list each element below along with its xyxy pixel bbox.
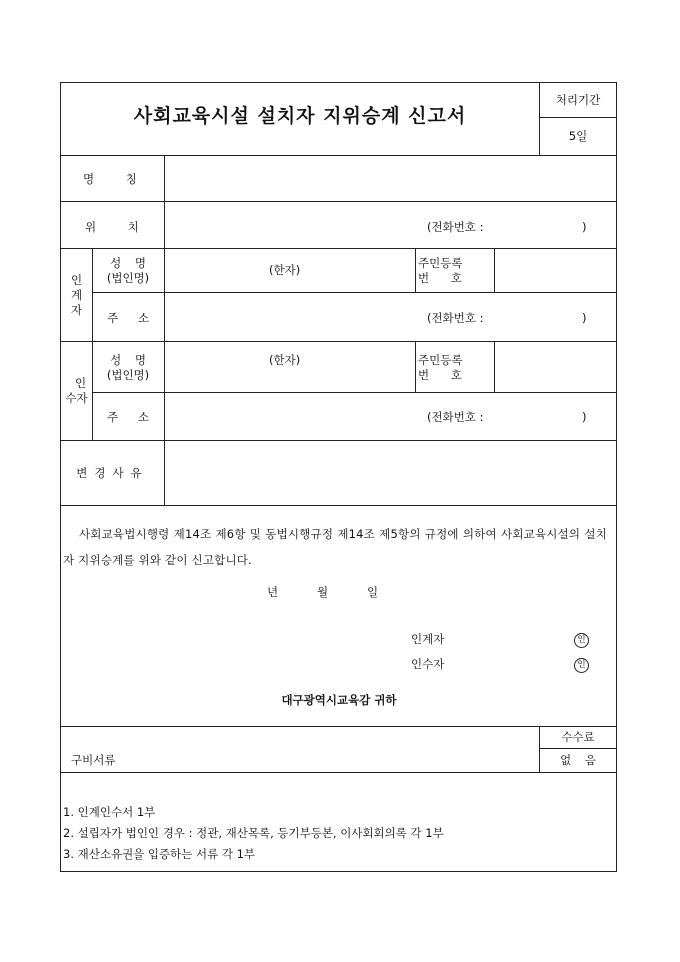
fee-label: 수수료 [561, 730, 595, 744]
transferee-section-text: 인수자 [65, 376, 88, 405]
transferor-sign-label: 인계자 [411, 632, 445, 646]
transferor-section-label [61, 273, 92, 318]
report-form [60, 82, 617, 872]
date-year: 년 [267, 585, 279, 599]
declaration-text: 사회교육법시행령 제14조 제6항 및 동법시행규정 제14조 제5항의 규정에 의하여 사회교육시설의 설치자 지위승계를 위와 같이 신고합니다. [63, 527, 607, 567]
transferee-address-label: 주 소 [107, 410, 149, 424]
document-item-2: 2. 설립자가 법인인 경우 : 정관, 재산목록, 등기부등본, 이사회회의록 각 1부 [63, 826, 444, 840]
transferor-hanja: (한자) [269, 263, 301, 277]
location-phone-label: (전화번호 : [427, 220, 484, 234]
transferee-reg-label-1: 주민등록 [418, 353, 463, 367]
documents-label: 구비서류 [71, 753, 116, 767]
document-item-3: 3. 재산소유권을 입증하는 서류 각 1부 [63, 847, 256, 861]
date-day: 일 [367, 585, 379, 599]
transferor-address-label: 주 소 [107, 311, 149, 325]
transferee-seal-mark: 인 [574, 658, 589, 673]
transferor-section-text: 인계자 [70, 273, 83, 317]
transferor-name-label-1: 성 명 [110, 256, 146, 270]
document-item-1: 1. 인계인수서 1부 [63, 805, 156, 819]
transferor-address-field[interactable] [165, 293, 617, 341]
transferor-name-label-2: (법인명) [106, 271, 150, 285]
fee-value: 없 음 [560, 753, 596, 767]
transferor-name-field[interactable] [165, 249, 415, 292]
transferee-name-label-2: (법인명) [106, 368, 150, 382]
recipient: 대구광역시교육감 귀하 [281, 693, 397, 707]
transferee-name-field[interactable] [165, 342, 415, 392]
name-field[interactable] [165, 156, 617, 201]
transferor-phone-label: (전화번호 : [427, 311, 484, 325]
transferee-reg-label-2: 번 호 [418, 368, 462, 382]
name-label-text: 명 칭 [83, 172, 137, 186]
transferee-seal[interactable] [574, 656, 589, 673]
transferor-reg-label-2: 번 호 [418, 271, 462, 285]
transferee-sign-label: 인수자 [411, 657, 445, 671]
transferor-reg-label-1: 주민등록 [418, 256, 463, 270]
processing-period-label: 처리기간 [555, 93, 601, 107]
transferor-reg-field[interactable] [495, 249, 617, 292]
processing-period-value: 5일 [568, 129, 588, 143]
form-title: 사회교육시설 설치자 지위승계 신고서 [133, 105, 467, 127]
transferor-seal[interactable] [574, 631, 589, 648]
transferee-reg-field[interactable] [495, 342, 617, 392]
reason-field[interactable] [165, 441, 617, 505]
transferee-hanja: (한자) [269, 353, 301, 367]
transferor-seal-mark: 인 [574, 633, 589, 648]
location-label: 위 치 [85, 220, 139, 234]
location-field[interactable] [165, 202, 617, 248]
transferor-phone-close: ) [582, 311, 587, 325]
location-phone-close: ) [582, 220, 587, 234]
transferee-name-label-1: 성 명 [110, 353, 146, 367]
transferee-address-field[interactable] [165, 393, 617, 440]
transferee-section-label [61, 376, 92, 406]
date-month: 월 [317, 585, 329, 599]
transferee-phone-label: (전화번호 : [427, 410, 484, 424]
name-label [83, 172, 141, 186]
reason-label: 변경사유 [76, 466, 149, 480]
transferee-phone-close: ) [582, 410, 587, 424]
